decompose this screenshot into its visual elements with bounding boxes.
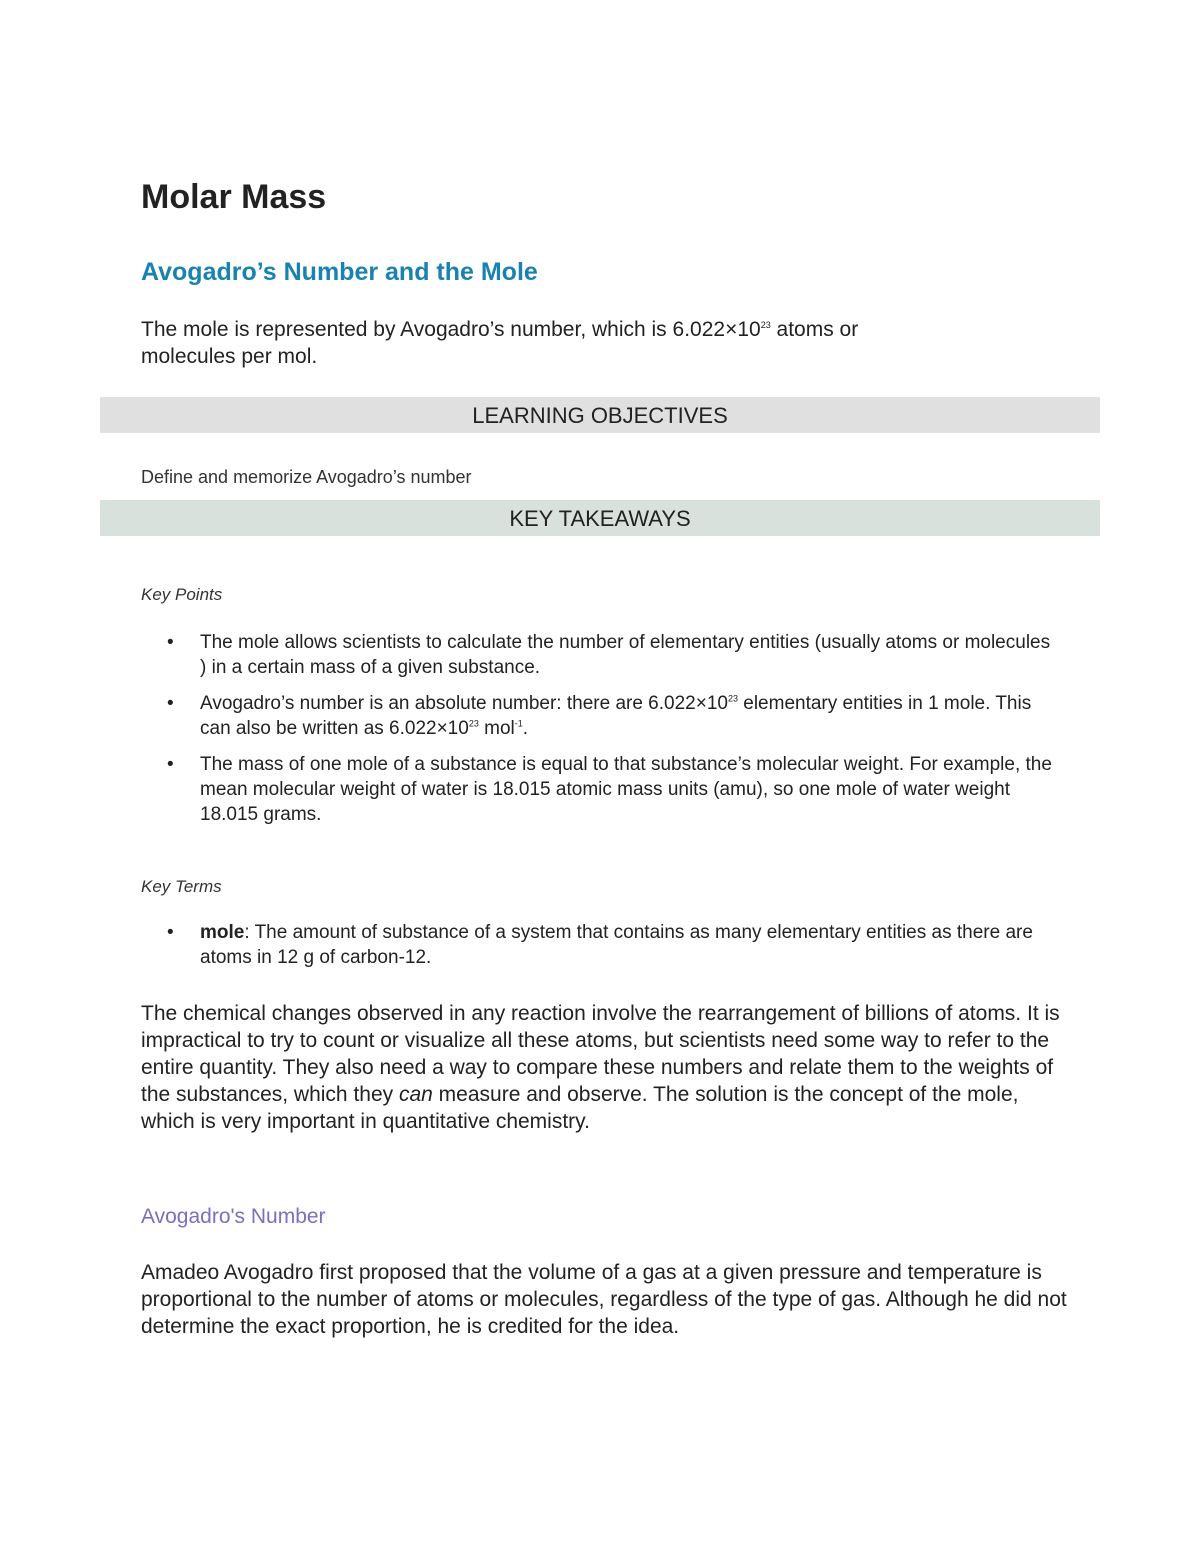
paragraph-text-b: measure and observe. The solution is the concept of the mole, which is very important in quantitative chemistry. <box>141 1083 1019 1133</box>
intro-text-1: The mole is represented by Avogadro’s number, which is 6.022×10 <box>141 318 761 341</box>
key-point-text: The mole allows scientists to calculate the number of elementary entities (usually atoms or molecules ) in a certain mass of a given substance. <box>200 632 1051 678</box>
key-points-label: Key Points <box>141 585 223 604</box>
list-item <box>141 920 1061 970</box>
key-terms-list <box>141 920 1061 970</box>
list-item <box>141 630 1061 680</box>
page-title: Molar Mass <box>141 178 327 216</box>
intro-exponent: 23 <box>760 320 771 330</box>
subheading: Avogadro's Number <box>141 1205 326 1228</box>
key-point-text-a: Avogadro’s number is an absolute number: there are 6.022×10 <box>200 693 728 714</box>
key-point-text: The mass of one mole of a substance is equal to that substance’s molecular weight. For example, the mean molecular weight of water is 18.015 atomic mass units (amu), so one mole of water weight 18.015 grams. <box>200 754 1052 825</box>
section-heading: Avogadro’s Number and the Mole <box>141 258 538 286</box>
list-item <box>141 691 1061 741</box>
exponent: 23 <box>468 718 479 729</box>
key-point-text-b: elementary entities in 1 mole. This can also be written as 6.022×10 <box>200 693 1032 739</box>
paragraph-text-a: The chemical changes observed in any reaction involve the rearrangement of billions of atoms. It is impractical to try to count or visualize all these atoms, but scientists need some way to refer to the entire quantity. They also need a way to compare these numbers and relate them to the weights of the substances, which they <box>141 1002 1060 1106</box>
intro-text-2: atoms or <box>770 318 859 341</box>
list-item <box>141 752 1061 827</box>
key-terms-label: Key Terms <box>141 877 222 896</box>
body-paragraph-2: Amadeo Avogadro first proposed that the volume of a gas at a given pressure and temperature is proportional to the number of atoms or molecules, regardless of the type of gas. Although he did not determine the exact proportion, he is credited for the idea. <box>141 1261 1067 1338</box>
term-definition: : The amount of substance of a system that contains as many elementary entities as there are atoms in 12 g of carbon-12. <box>200 922 1033 968</box>
key-points-list <box>141 630 1061 838</box>
body-paragraph-1 <box>141 1000 1071 1135</box>
key-point-text-d: . <box>522 718 529 739</box>
term-name: mole <box>200 922 245 943</box>
learning-objective-text: Define and memorize Avogadro’s number <box>141 467 472 487</box>
intro-text-line2: molecules per mol. <box>141 345 318 368</box>
exponent: -1 <box>514 718 523 729</box>
exponent: 23 <box>727 693 738 704</box>
key-takeaways-header: KEY TAKEAWAYS <box>100 500 1100 536</box>
learning-objectives-header: LEARNING OBJECTIVES <box>100 397 1100 433</box>
intro-paragraph <box>141 316 1041 370</box>
key-point-text-c: mol <box>478 718 515 739</box>
emphasis-text: can <box>398 1083 433 1106</box>
